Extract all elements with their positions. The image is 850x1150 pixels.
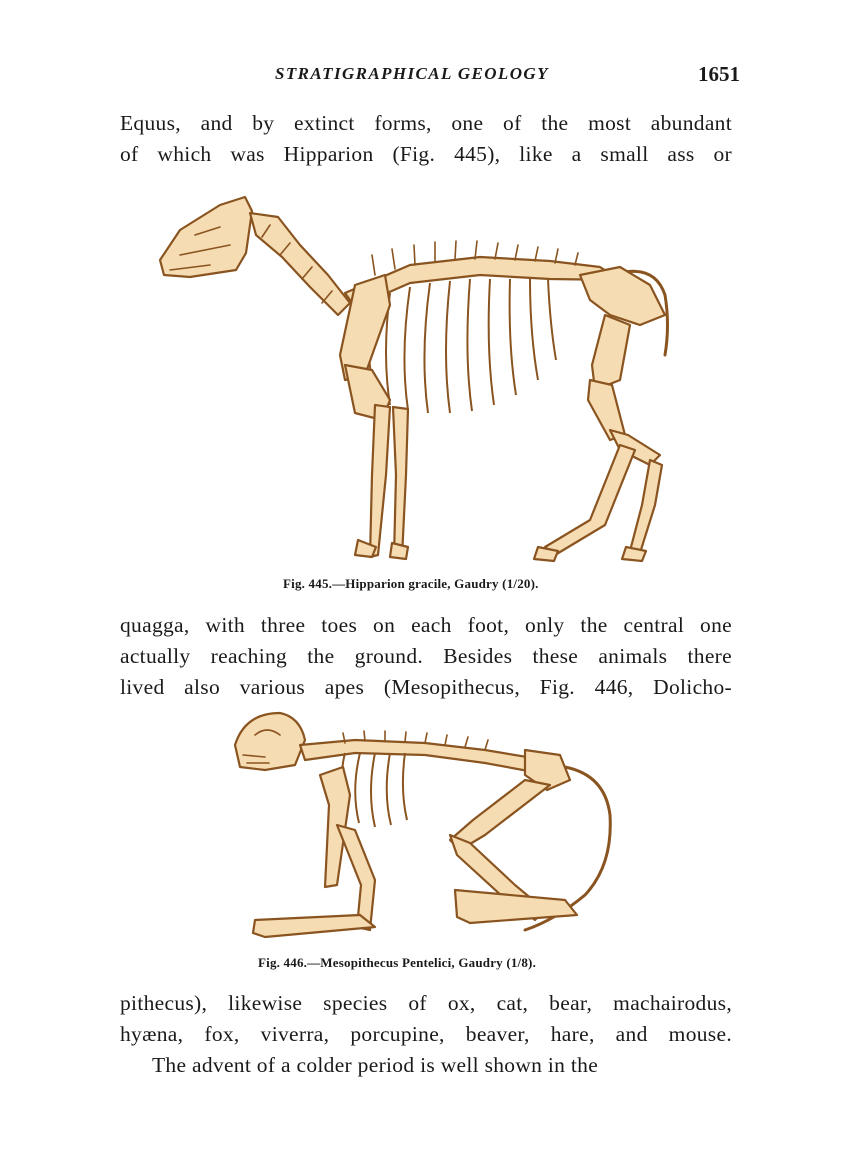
figure-445-caption: Fig. 445.—Hipparion gracile, Gaudry (1/20). [283, 576, 539, 591]
figure-446-caption: Fig. 446.—Mesopithecus Pentelici, Gaudry (1/8). [258, 955, 537, 970]
paragraph-2 [120, 610, 732, 703]
paragraph-1 [120, 108, 732, 170]
paragraph-3 [120, 988, 732, 1081]
running-title: STRATIGRAPHICAL GEOLOGY [275, 64, 549, 83]
text-line: actually reaching the ground. Besides these animals there [120, 644, 732, 668]
text-line: The advent of a colder period is well shown in the [152, 1053, 599, 1077]
text-line: quagga, with three toes on each foot, only the central one [120, 613, 732, 637]
text-line: pithecus), likewise species of ox, cat, bear, machairodus, [120, 991, 732, 1015]
mesopithecus-skeleton-illustration [225, 705, 625, 945]
text-line: of which was Hipparion (Fig. 445), like a small ass or [120, 142, 732, 166]
hipparion-skeleton-illustration [150, 175, 690, 570]
page-number: 1651 [698, 62, 740, 86]
page-header [120, 64, 740, 94]
text-line: lived also various apes (Mesopithecus, Fig. 446, Dolicho- [120, 675, 732, 699]
text-line: hyæna, fox, viverra, porcupine, beaver, hare, and mouse. [120, 1022, 732, 1046]
text-line: Equus, and by extinct forms, one of the most abundant [120, 111, 732, 135]
